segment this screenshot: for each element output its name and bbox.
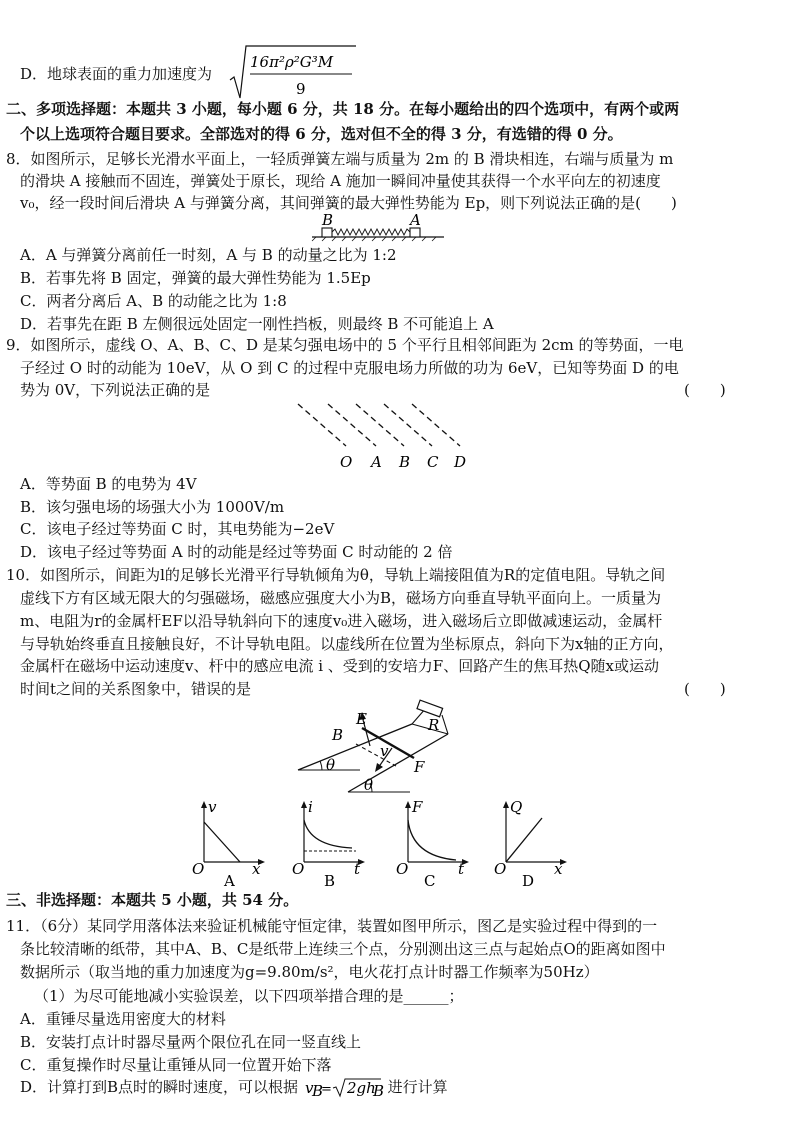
section3-title: 三、非选择题：本题共 5 小题，共 54 分。 [6, 891, 299, 909]
svg-text:x: x [252, 860, 261, 878]
q10-graph-d-caption: D [522, 872, 535, 890]
q9-line-c [384, 404, 432, 446]
q8-block-b [322, 228, 332, 237]
q10-label-v: v [380, 742, 389, 760]
q11-option-c: C．重复操作时尽量让重锤从同一位置开始下落 [20, 1056, 332, 1074]
q10-label-e: E [356, 710, 367, 728]
q7-option-d-formula [228, 40, 358, 104]
q7-denominator: 9 [296, 80, 306, 98]
svg-text:v: v [304, 1079, 314, 1097]
q8-label-b: B [322, 211, 334, 229]
q9-option-a: A．等势面 B 的电势为 4V [20, 475, 197, 493]
q10-graph-c-curve [408, 820, 456, 860]
q10-label-r: R [428, 716, 440, 734]
q9-line1: 9．如图所示，虚线 O、A、B、C、D 是某匀强电场中的 5 个平行且相邻间距为 2cm 的等势面，一电 [6, 336, 684, 354]
svg-text:O: O [494, 860, 507, 878]
q10-graph-a-curve [204, 822, 240, 862]
svg-text:x: x [554, 860, 563, 878]
q11-line2: 条比较清晰的纸带，其中A、B、C是纸带上连续三个点，分别测出这三点与起始点O的距离如图中 [20, 940, 666, 958]
q8-option-c: C．两者分离后 A、B 的动能之比为 1:8 [20, 292, 287, 310]
q10-line6: 时间t之间的关系图象中，错误的是 [20, 680, 252, 698]
q11-option-a: A．重锤尽量选用密度大的材料 [20, 1010, 226, 1028]
svg-text:2gh: 2gh [346, 1079, 376, 1097]
section2-line1: 二、多项选择题：本题共 3 小题，每小题 6 分，共 18 分。在每小题给出的四个选项中，有两个或两 [6, 100, 680, 118]
q9-option-c: C．该电子经过等势面 C 时，其电势能为−2eV [20, 520, 335, 538]
q10-label-theta1: θ [326, 756, 336, 774]
q9-option-d: D．该电子经过等势面 A 时的动能是经过等势面 C 时动能的 2 倍 [20, 543, 453, 561]
q9-bracket: ( ) [684, 381, 726, 399]
q11-option-d [20, 1077, 448, 1099]
q11-line1: 11．（6分）某同学用落体法来验证机械能守恒定律，装置如图甲所示，图乙是实验过程中得到的一 [6, 917, 658, 935]
q10-graph-d [492, 798, 567, 888]
q11-option-d-label: D．计算打到B点时的瞬时速度，可以根据 [20, 1078, 299, 1096]
q10-graph-d-curve [506, 818, 542, 862]
q10-line2: 虚线下方有区域无限大的匀强磁场，磁感应强度大小为B，磁场方向垂直导轨平面向上。一质量为 [20, 589, 662, 607]
svg-text:v: v [208, 798, 217, 816]
q11-option-b: B．安装打点计时器尽量两个限位孔在同一竖直线上 [20, 1033, 362, 1051]
q8-option-b: B．若事先将 B 固定，弹簧的最大弹性势能为 1.5Ep [20, 269, 371, 287]
q10-graph-a [190, 798, 265, 888]
svg-text:B: B [372, 1082, 384, 1100]
q10-graph-c-caption: C [424, 872, 436, 890]
q8-line3: v₀，经一段时间后滑块 A 与弹簧分离，其间弹簧的最大弹性势能为 Ep，则下列说法正确的是( ) [20, 194, 677, 212]
q10-label-f: F [414, 758, 425, 776]
q10-graph-b [292, 798, 367, 888]
q9-option-b: B．该匀强电场的场强大小为 1000V/m [20, 498, 285, 516]
q8-block-a [410, 228, 420, 237]
q7-radical-text: 16π²ρ²G³M [250, 53, 334, 71]
q10-boundary [356, 744, 396, 766]
q8-line2: 的滑块 A 接触而不固连，弹簧处于原长，现给 A 施加一瞬间冲量使其获得一个水平向左的初速度 [20, 172, 661, 190]
q10-graph-b-curve [304, 820, 352, 848]
q10-line3: m、电阻为r的金属杆EF以沿导轨斜向下的速度v₀进入磁场，进入磁场后立即做减速运动，金属杆 [20, 612, 663, 630]
section2-line2: 个以上选项符合题目要求。全部选对的得 6 分，选对但不全的得 3 分，有选错的得 0 分。 [20, 125, 623, 143]
q10-line5: 金属杆在磁场中运动速度v、杆中的感应电流 i 、受到的安培力F、回路产生的焦耳热Q随x或运动 [20, 657, 659, 675]
q10-bracket: ( ) [684, 680, 726, 698]
q8-option-d: D．若事先在距 B 左侧很远处固定一刚性挡板，则最终 B 不可能追上 A [20, 315, 494, 333]
svg-text:i: i [308, 798, 313, 816]
q9-line3: 势为 0V，下列说法正确的是 [20, 381, 211, 399]
q10-label-theta2: θ [364, 776, 374, 794]
svg-text:O: O [292, 860, 305, 878]
q9-line-d [412, 404, 460, 446]
q9-label-c: C [427, 453, 439, 471]
q9-line2: 子经过 O 时的动能为 10eV，从 O 到 C 的过程中克服电场力所做的功为 6eV，已知等势面 D 的电 [20, 359, 679, 377]
q10-graph-b-caption: B [324, 872, 336, 890]
q11-line3: 数据所示（取当地的重力加速度为g=9.80m/s²，电火花打点计时器工作频率为50Hz） [20, 963, 599, 981]
q11-option-d-end: 进行计算 [387, 1078, 448, 1096]
q8-label-a: A [410, 211, 421, 229]
svg-text:Q: Q [510, 798, 523, 816]
q9-line-a [328, 404, 376, 446]
q9-line-b [356, 404, 404, 446]
q9-equipotential-figure [290, 400, 480, 472]
q11-option-d-formula [303, 1077, 383, 1099]
svg-text:F: F [412, 798, 423, 816]
q9-label-d: D [454, 453, 467, 471]
svg-text:=: = [320, 1082, 332, 1097]
svg-text:B: B [311, 1082, 323, 1100]
svg-text:t: t [458, 860, 465, 878]
svg-text:t: t [354, 860, 361, 878]
q7-option-d-label: D．地球表面的重力加速度为 [20, 65, 213, 83]
q9-label-o: O [340, 453, 353, 471]
svg-text:O: O [192, 860, 205, 878]
q10-rail-figure [292, 698, 462, 802]
q8-line1: 8．如图所示，足够长光滑水平面上，一轻质弹簧左端与质量为 2m 的 B 滑块相连，右端与质量为 m [6, 150, 674, 168]
q11-sub1: （1）为尽可能地减小实验误差，以下四项举措合理的是______； [34, 987, 464, 1005]
svg-text:O: O [396, 860, 409, 878]
q10-label-b: B [332, 726, 344, 744]
q10-graph-c [396, 798, 471, 888]
q8-spring-figure [312, 212, 444, 242]
q10-line1: 10．如图所示，间距为l的足够长光滑平行导轨倾角为θ，导轨上端接阻值为R的定值电阻。导轨之间 [6, 566, 666, 584]
q9-label-a: A [371, 453, 382, 471]
q8-spring [332, 229, 410, 235]
q10-graph-a-caption: A [224, 872, 235, 890]
q9-label-b: B [399, 453, 411, 471]
q9-line-o [298, 404, 346, 446]
q8-option-a: A．A 与弹簧分离前任一时刻，A 与 B 的动量之比为 1:2 [20, 246, 397, 264]
q10-rail-right [348, 734, 448, 792]
q10-line4: 与导轨始终垂直且接触良好，不计导轨电阻。以虚线所在位置为坐标原点，斜向下为x轴的正方向， [20, 635, 674, 653]
